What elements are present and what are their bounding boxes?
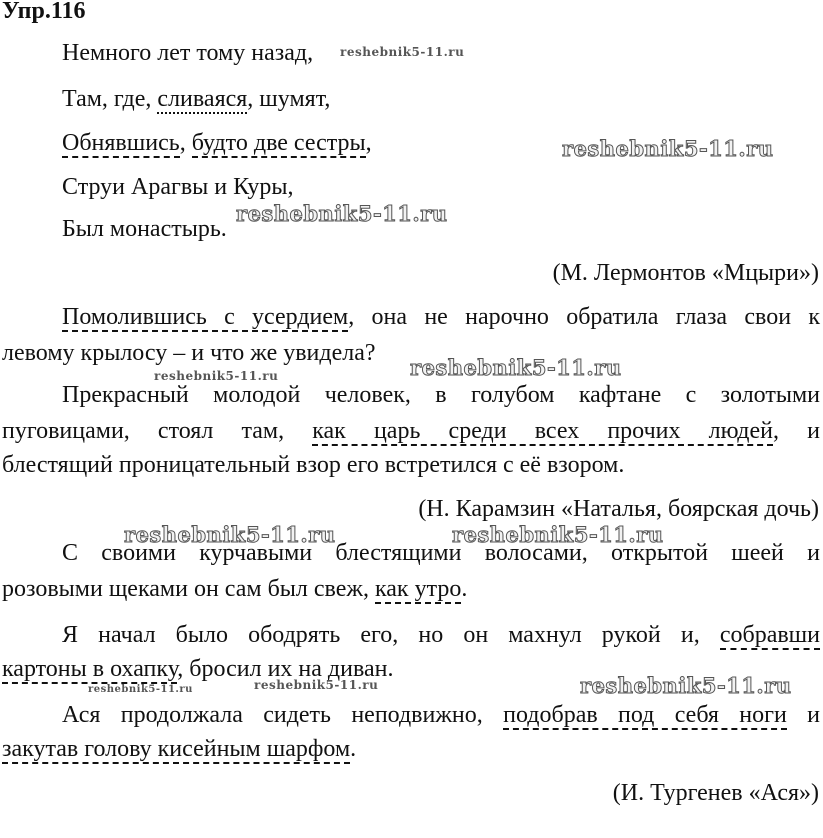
karamzin-p1-text: , она не нарочно обратила глаза свои к bbox=[348, 304, 820, 330]
turgenev-p3-text-b: и bbox=[786, 702, 821, 728]
comparison-underline: как царь среди всех прочих людей bbox=[312, 418, 774, 444]
karamzin-source: (Н. Карамзин «Наталья, боярская дочь) bbox=[418, 496, 819, 522]
turgenev-p1-line-2 bbox=[2, 574, 467, 604]
karamzin-p1-line-2: левому крылосу – и что же увидела? bbox=[2, 340, 376, 366]
watermark: reshebnik5-11.ru bbox=[452, 522, 664, 547]
turgenev-p2-line-1 bbox=[62, 620, 820, 650]
karamzin-p2-text-b: , и bbox=[773, 418, 820, 444]
turgenev-p1-text-b: . bbox=[461, 576, 468, 602]
karamzin-p2-line-3: блестящий проницательный взор его встретился с её взором. bbox=[2, 452, 625, 478]
karamzin-p2-text-a: пуговицами, стоял там, bbox=[2, 418, 313, 444]
watermark: reshebnik5-11.ru bbox=[88, 684, 193, 695]
poem-line-2-text-b: , шумят, bbox=[247, 86, 331, 112]
turgenev-p2-text-a: Я начал было ободрять его, но он махнул рукой и, bbox=[62, 622, 720, 648]
karamzin-p2-line-1: Прекрасный молодой человек, в голубом кафтане с золотыми bbox=[62, 382, 820, 408]
watermark: reshebnik5-11.ru bbox=[562, 136, 774, 161]
gerund-underline: закутав голову кисейным шарфом bbox=[2, 736, 351, 762]
gerund-underline: собравши bbox=[719, 622, 820, 648]
poem-line-2-text-a: Там, где, bbox=[62, 86, 158, 112]
turgenev-p1-text-a: розовыми щеками он сам был свеж, bbox=[2, 576, 375, 602]
turgenev-p3-text-b: . bbox=[350, 736, 357, 762]
comparison-underline: как утро bbox=[374, 576, 462, 602]
watermark: reshebnik5-11.ru bbox=[254, 678, 379, 692]
poem-line-4: Струи Арагвы и Куры, bbox=[62, 174, 294, 200]
turgenev-p3-text-a: Ася продолжала сидеть неподвижно, bbox=[62, 702, 504, 728]
gerund-underline: сливаяся bbox=[157, 86, 248, 112]
turgenev-p2-text-b: , бросил их на диван. bbox=[177, 656, 394, 682]
karamzin-p2-line-2 bbox=[2, 416, 820, 446]
gerund-underline: Обнявшись bbox=[62, 130, 180, 156]
participial-phrase-underline: Помолившись с усердием bbox=[62, 304, 349, 330]
poem-line-2 bbox=[62, 84, 330, 114]
watermark: reshebnik5-11.ru bbox=[410, 355, 622, 380]
gerund-underline: подобрав под себя ноги bbox=[503, 702, 787, 728]
watermark: reshebnik5-11.ru bbox=[340, 45, 465, 59]
turgenev-p3-line-1 bbox=[62, 700, 820, 730]
turgenev-source: (И. Тургенев «Ася») bbox=[612, 780, 819, 806]
turgenev-p1-line-1: С своими курчавыми блестящими волосами, открытой шеей и bbox=[62, 540, 820, 566]
poem-line-3-text-b: , bbox=[365, 130, 372, 156]
gerund-underline: картоны в охапку bbox=[2, 656, 178, 682]
watermark: reshebnik5-11.ru bbox=[236, 201, 448, 226]
comparison-underline: будто две сестры bbox=[191, 130, 366, 156]
poem-line-1: Немного лет тому назад, bbox=[62, 40, 314, 66]
karamzin-p1-line-1 bbox=[62, 302, 820, 332]
watermark: reshebnik5-11.ru bbox=[580, 673, 792, 698]
poem-line-3 bbox=[62, 128, 372, 158]
poem-line-5: Был монастырь. bbox=[62, 216, 227, 242]
watermark: reshebnik5-11.ru bbox=[154, 369, 279, 383]
poem-source: (М. Лермонтов «Мцыри») bbox=[552, 260, 819, 286]
turgenev-p3-line-2 bbox=[2, 734, 356, 764]
poem-line-3-text-a: , bbox=[179, 130, 192, 156]
watermark: reshebnik5-11.ru bbox=[124, 522, 336, 547]
exercise-title: Упр.116 bbox=[2, 0, 86, 24]
